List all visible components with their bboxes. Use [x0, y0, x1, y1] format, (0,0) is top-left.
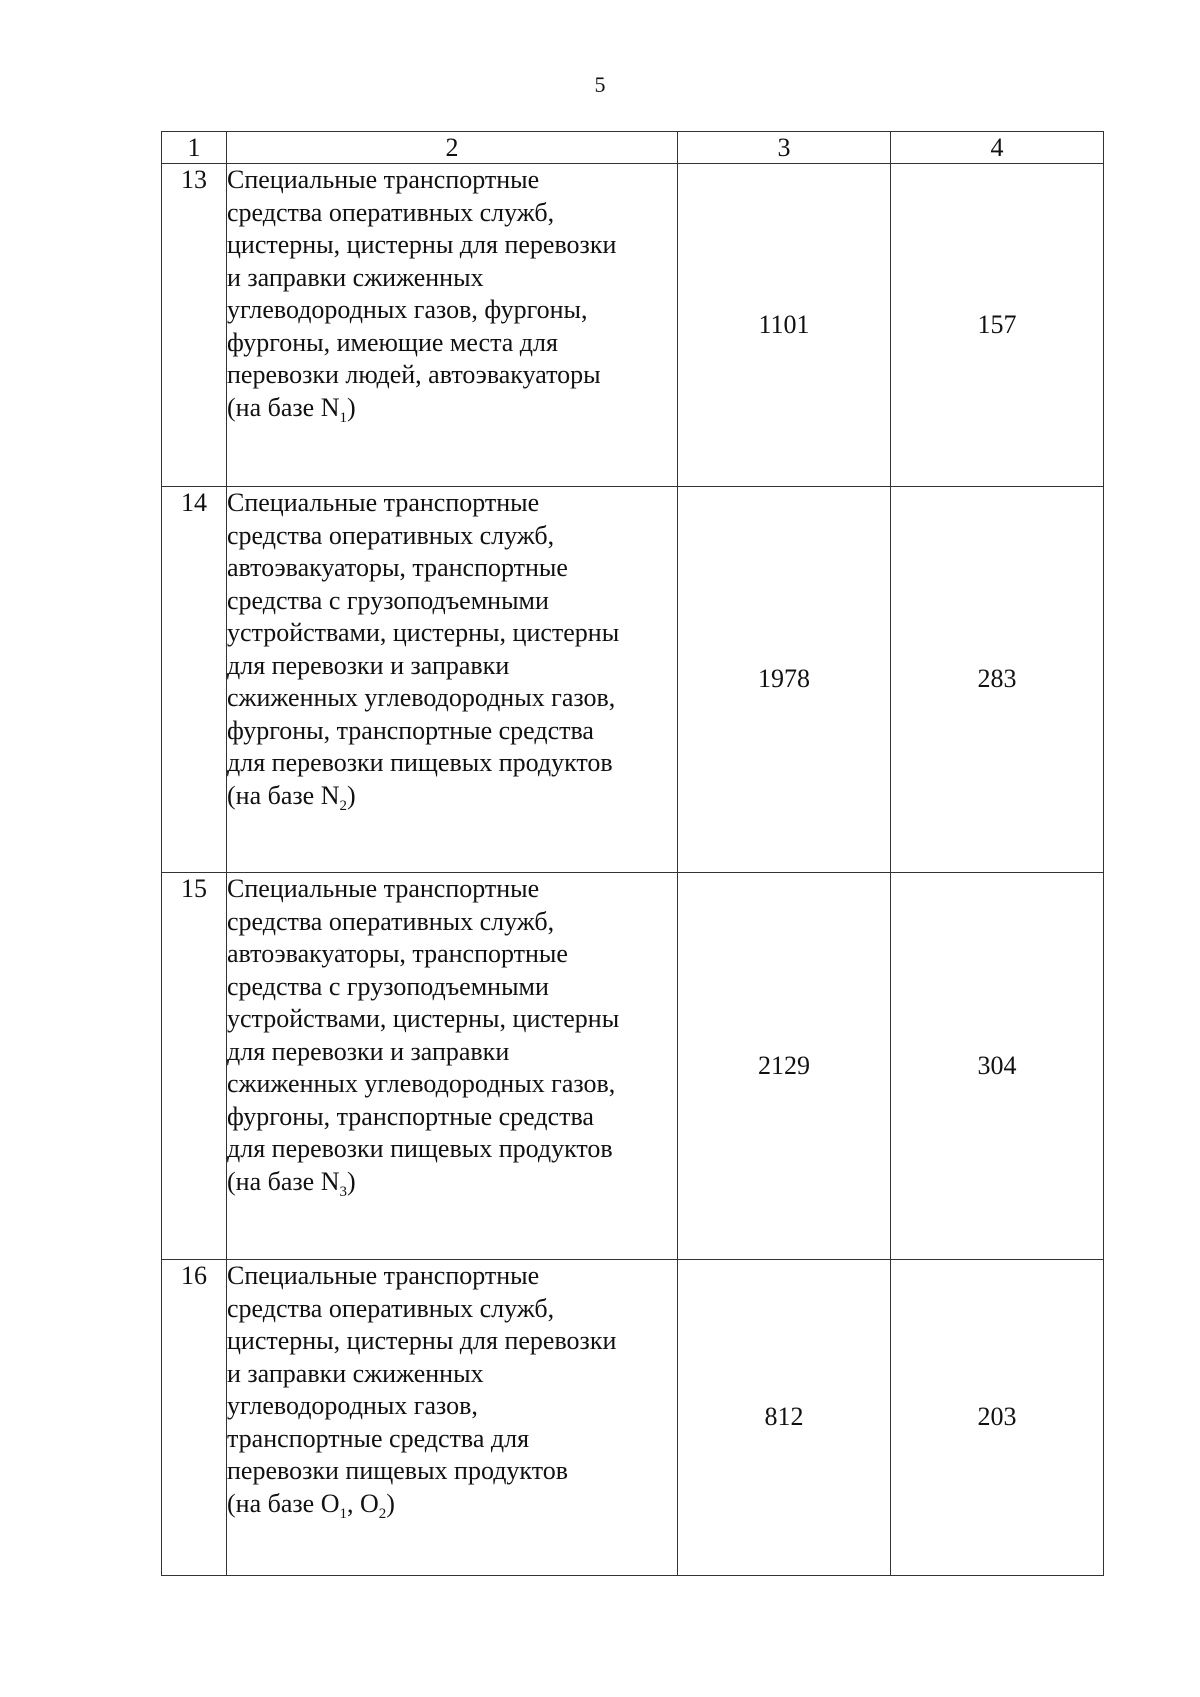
description-line: средства оперативных служб,	[227, 197, 555, 227]
base-subscript: 2	[339, 797, 347, 814]
header-col-2: 2	[227, 132, 678, 164]
description-line: фургоны, транспортные средства	[227, 715, 594, 745]
description-line: для перевозки пищевых продуктов	[227, 1134, 613, 1163]
description-line: устройствами, цистерны, цистерны	[227, 618, 620, 647]
base-suffix: )	[346, 392, 356, 422]
row-col-3-value: 1978	[678, 487, 891, 873]
page-number: 5	[594, 72, 606, 97]
table-row	[162, 1260, 1104, 1576]
description-line: углеводородных газов,	[227, 1391, 478, 1420]
row-number: 14	[162, 487, 227, 873]
row-col-3-value: 2129	[678, 873, 891, 1260]
description-line: средства с грузоподъемными	[227, 971, 549, 1001]
row-col-3-value: 1101	[678, 164, 891, 487]
row-col-4-value: 304	[891, 873, 1104, 1260]
header-col-4: 4	[891, 132, 1104, 164]
base-prefix: (на базе N	[227, 392, 340, 422]
data-table	[161, 131, 1104, 1576]
row-description	[227, 487, 678, 873]
description-line: цистерны, цистерны для перевозки	[227, 1326, 617, 1355]
base-subscript: 1	[339, 1505, 347, 1522]
description-line: сжиженных углеводородных газов,	[227, 683, 616, 712]
description-line: автоэвакуаторы, транспортные	[227, 939, 568, 968]
row-number: 16	[162, 1260, 227, 1576]
row-description	[227, 873, 678, 1260]
description-line: транспортные средства для	[227, 1423, 530, 1453]
base-suffix: )	[386, 1488, 395, 1518]
table-header-row	[162, 132, 1104, 164]
description-line: и заправки сжиженных	[227, 1358, 484, 1388]
description-line: для перевозки пищевых продуктов	[227, 748, 613, 777]
description-line: Специальные транспортные	[227, 165, 540, 194]
description-line: и заправки сжиженных	[227, 262, 484, 292]
row-number: 15	[162, 873, 227, 1260]
base-prefix: (на базе O	[227, 1488, 340, 1518]
description-line: устройствами, цистерны, цистерны	[227, 1004, 620, 1033]
description-line: для перевозки и заправки	[227, 650, 510, 680]
base-prefix: (на базе N	[227, 1166, 340, 1196]
row-col-4-value: 157	[891, 164, 1104, 487]
description-line: Специальные транспортные	[227, 1261, 540, 1290]
description-line: средства с грузоподъемными	[227, 585, 549, 615]
base-reference	[227, 392, 677, 425]
header-col-3: 3	[678, 132, 891, 164]
row-col-3-value: 812	[678, 1260, 891, 1576]
header-col-1: 1	[162, 132, 227, 164]
description-line: углеводородных газов, фургоны,	[227, 295, 588, 324]
description-line: Специальные транспортные	[227, 488, 540, 517]
base-reference	[227, 780, 677, 813]
description-line: средства оперативных служб,	[227, 520, 555, 550]
base-suffix: )	[346, 1166, 356, 1196]
table-row	[162, 487, 1104, 873]
description-line: средства оперативных служб,	[227, 906, 555, 936]
row-number: 13	[162, 164, 227, 487]
description-line: фургоны, имеющие места для	[227, 327, 558, 357]
base-suffix: )	[346, 780, 356, 810]
description-line: цистерны, цистерны для перевозки	[227, 230, 617, 259]
description-line: для перевозки и заправки	[227, 1036, 510, 1066]
base-subscript: 2	[378, 1505, 387, 1522]
description-line: сжиженных углеводородных газов,	[227, 1069, 616, 1098]
table-row	[162, 873, 1104, 1260]
row-description	[227, 164, 678, 487]
base-subscript: 1	[339, 409, 347, 426]
description-line: перевозки людей, автоэвакуаторы	[227, 360, 601, 389]
base-subscript: 3	[339, 1183, 347, 1200]
base-mid: , O	[346, 1488, 379, 1518]
description-line: средства оперативных служб,	[227, 1293, 555, 1323]
description-line: Специальные транспортные	[227, 874, 540, 903]
description-line: фургоны, транспортные средства	[227, 1101, 594, 1131]
row-description	[227, 1260, 678, 1576]
description-line: автоэвакуаторы, транспортные	[227, 553, 568, 582]
row-col-4-value: 203	[891, 1260, 1104, 1576]
base-prefix: (на базе N	[227, 780, 340, 810]
base-reference	[227, 1166, 677, 1199]
base-reference	[227, 1488, 677, 1521]
table-row	[162, 164, 1104, 487]
description-line: перевозки пищевых продуктов	[227, 1456, 569, 1485]
row-col-4-value: 283	[891, 487, 1104, 873]
